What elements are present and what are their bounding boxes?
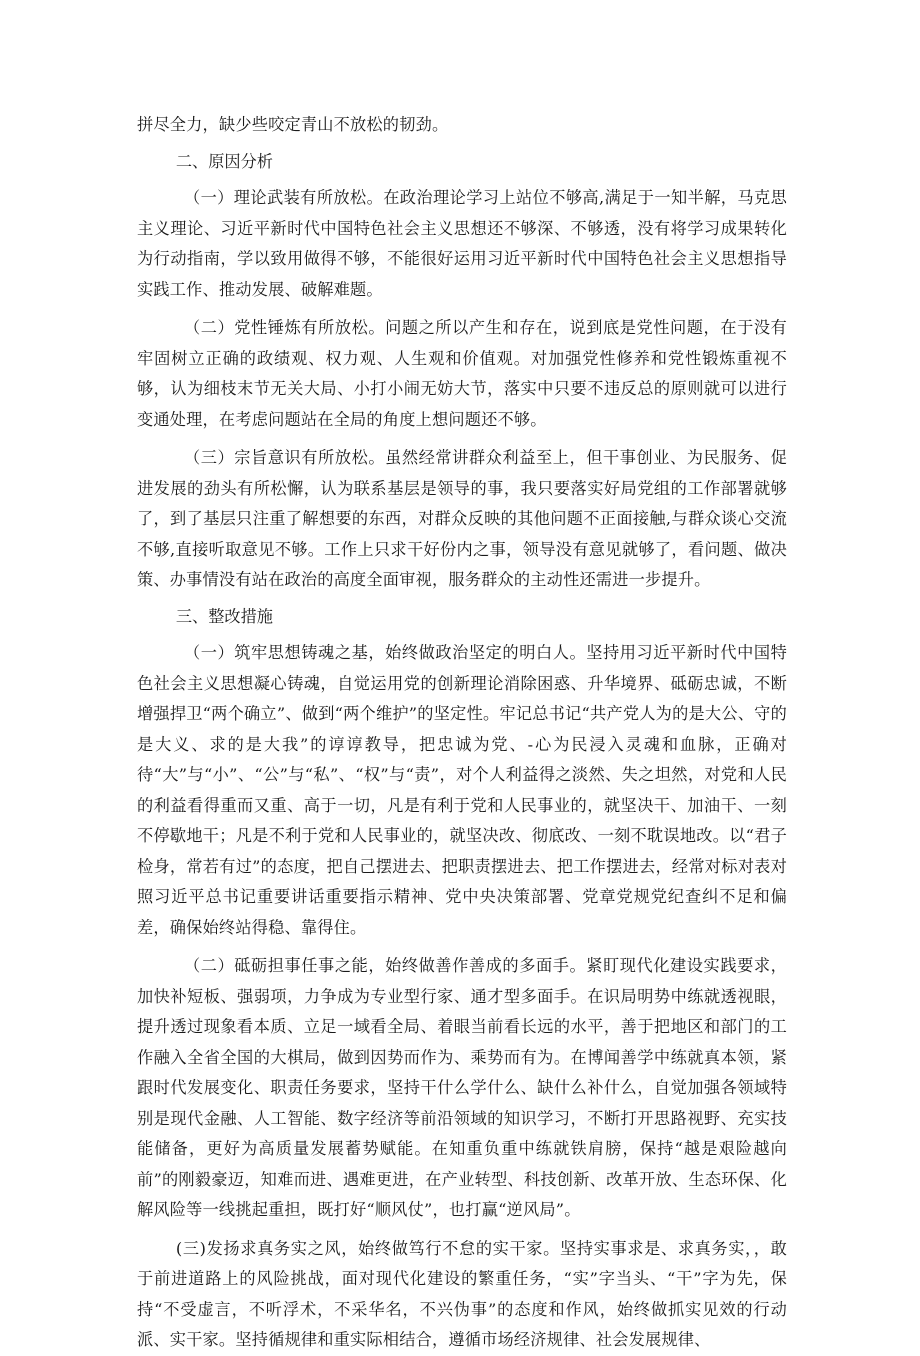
paragraph-capability: （二）砥砺担事任事之能，始终做善作善成的多面手。紧盯现代化建设实践要求，加快补短板、强弱项，力争成为专业型行家、通才型多面手。在识局明势中练就透视眼，提升透过现象看本质、立足一域看全局、着眼当前看长远的水平，善于把地区和部门的工作融入全省全国的大棋局，做到因势而作为、乘势而有为。在博闻善学中练就真本领，紧跟时代发展变化、职责任务要求，坚持干什么学什么、缺什么补什么，自觉加强各领域特别是现代金融、人工智能、数字经济等前沿领域的知识学习，不断打开思路视野、充实技能储备，更好为高质量发展蓄势赋能。在知重负重中练就铁肩膀，保持“越是艰险越向前”的刚毅豪迈，知难而进、遇难更进，在产业转型、科技创新、改革开放、生态环保、化解风险等一线挑起重担，既打好“顺风仗”，也打赢“逆风局”。 xyxy=(137,956,787,1219)
document-page xyxy=(137,110,787,1356)
paragraph-practical: (三)发扬求真务实之风，始终做笃行不怠的实干家。坚持实事求是、求真务实，，敢于前进道路上的风险挑战，面对现代化建设的繁重任务，“实”字当头、“干”字为先，保持“不受虚言，不听浮术，不采华名，不兴伪事”的态度和作风，始终做抓实见效的行动派、实干家。坚持循规律和重实际相结合，遵循市场经济规律、社会发展规律、 xyxy=(137,1238,787,1349)
paragraph-continuation: 拼尽全力，缺少些咬定青山不放松的韧劲。 xyxy=(137,115,449,134)
paragraph-party-spirit: （二）党性锤炼有所放松。问题之所以产生和存在，说到底是党性问题，在于没有牢固树立正确的政绩观、权力观、人生观和价值观。对加强党性修养和党性锻炼重视不够，认为细枝末节无关大局、小打小闹无妨大节，落实中只要不违反总的原则就可以进行变通处理，在考虑问题站在全局的角度上想问题还不够。 xyxy=(137,318,787,429)
paragraph-theory: （一）理论武装有所放松。在政治理论学习上站位不够高,满足于一知半解，马克思主义理论、习近平新时代中国特色社会主义思想还不够深、不够透，没有将学习成果转化为行动指南，学以致用做得不够，不能很好运用习近平新时代中国特色社会主义思想指导实践工作、推动发展、破解难题。 xyxy=(137,188,787,299)
paragraph-purpose: （三）宗旨意识有所放松。虽然经常讲群众利益至上，但干事创业、为民服务、促进发展的劲头有所松懈，认为联系基层是领导的事，我只要落实好局党组的工作部署就够了，到了基层只注重了解想要的东西，对群众反映的其他问题不正面接触,与群众谈心交流不够,直接听取意见不够。工作上只求干好份内之事，领导没有意见就够了，看问题、做决策、办事情没有站在政治的高度全面审视，服务群众的主动性还需进一步提升。 xyxy=(137,448,787,589)
section-heading-rectification: 三、整改措施 xyxy=(175,606,273,626)
paragraph-thought: （一）筑牢思想铸魂之基，始终做政治坚定的明白人。坚持用习近平新时代中国特色社会主义思想凝心铸魂，自觉运用党的创新理论消除困惑、升华境界、砥砺忠诚，不断增强捍卫“两个确立”、做到“两个维护”的坚定性。牢记总书记“共产党人为的是大公、守的是大义、求的是大我”的谆谆教导，把忠诚为党、-心为民浸入灵魂和血脉，正确对待“大”与“小”、“公”与“私”、“权”与“责”，对个人利益得之淡然、失之坦然，对党和人民的利益看得重而又重、高于一切，凡是有利于党和人民事业的，就坚决干、加油干、一刻不停歇地干；凡是不利于党和人民事业的，就坚决改、彻底改、一刻不耽误地改。以“君子检身，常若有过”的态度，把自己摆进去、把职责摆进去、把工作摆进去，经常对标对表对照习近平总书记重要讲话重要指示精神、党中央决策部署、党章党规党纪查纠不足和偏差，确保始终站得稳、靠得住。 xyxy=(137,643,787,937)
section-heading-cause-analysis: 二、原因分析 xyxy=(175,151,273,171)
